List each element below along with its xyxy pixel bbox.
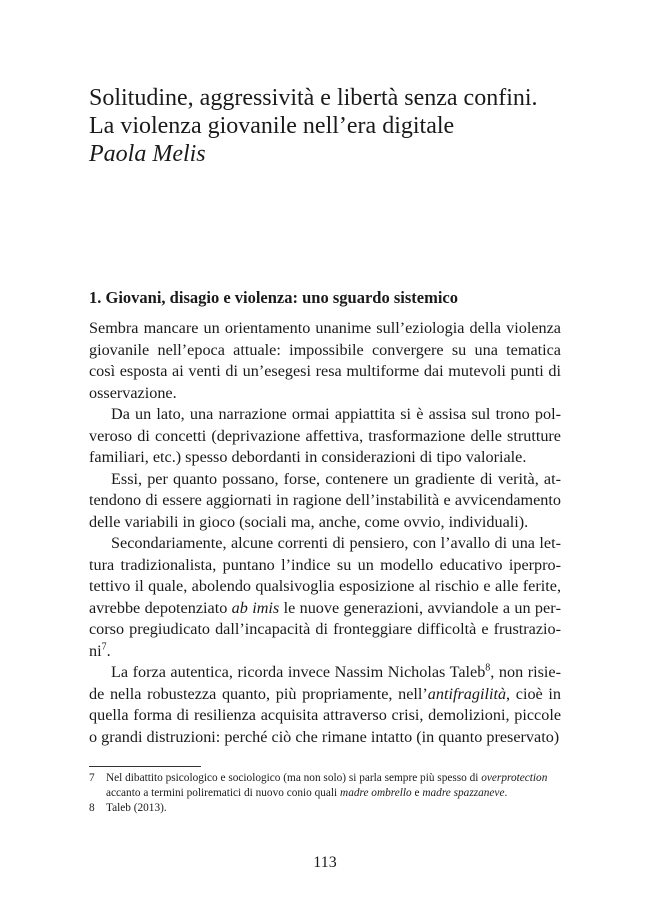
footnote-7-term-3: madre spazzaneve bbox=[422, 787, 505, 799]
chapter-title-block bbox=[89, 84, 569, 168]
footnote-7 bbox=[89, 771, 567, 801]
section-heading: 1. Giovani, disagio e violenza: uno sguardo sistemico bbox=[89, 288, 458, 307]
paragraph-4-text-a: Secondariamente, alcune correnti di pensiero, con l’avallo di una lettura tradizionalista, puntano l’indice su un modello educativo iperprotettivo il quale, abolendo qualsivoglia esposizione al rischio e alle ferite, avrebbe depotenziato bbox=[89, 534, 561, 617]
footnote-7-text-a: Nel dibattito psicologico e sociologico (ma non solo) si parla sempre più spesso di bbox=[106, 772, 482, 784]
paragraph-4 bbox=[89, 533, 561, 662]
paragraph-3-text: Essi, per quanto possano, forse, contenere un gradiente di verità, attendono di essere aggiornati in ragione dell’instabilità e avvicendamento delle variabili in gioco (sociali ma, anche, come ovvio, individuali). bbox=[89, 469, 561, 531]
paragraph-2-text: Da un lato, una narrazione ormai appiattita si è assisa sul trono polveroso di concetti (deprivazione affettiva, trasformazione delle strutture familiari, etc.) spesso debordanti in considerazioni di tipo valoriale. bbox=[89, 405, 561, 466]
paragraph-4-text-b: le nuove generazioni, avviandole a un percorso pregiudicato dall’incapacità di fronteggiare difficoltà e frustrazioni bbox=[89, 598, 561, 660]
footnote-divider bbox=[89, 766, 201, 767]
footnote-7-text-b: accanto a termini polirematici di nuovo conio quali bbox=[106, 787, 341, 799]
footnote-7-text-c: e bbox=[411, 787, 423, 799]
footnotes bbox=[89, 771, 567, 816]
footnote-8-number: 8 bbox=[89, 802, 95, 814]
paragraph-3 bbox=[89, 469, 561, 534]
paragraph-5-text-c: , cioè in quella forma di resilienza acquisita attraverso crisi, demolizioni, piccole o grandi distruzioni: perché ciò che rimane intatto (in quanto preservato) bbox=[89, 684, 561, 746]
chapter-title-line-2: La violenza giovanile nell’era digitale bbox=[89, 113, 455, 139]
paragraph-5-emphasis: antifragilità bbox=[427, 684, 507, 703]
footnote-ref-7[interactable]: 7 bbox=[101, 641, 107, 653]
footnote-ref-8[interactable]: 8 bbox=[485, 662, 491, 674]
footnote-7-term-1: overprotection bbox=[481, 772, 548, 784]
paragraph-5-text-a: La forza autentica, ricorda invece Nassim Nicholas Taleb bbox=[111, 663, 486, 681]
paragraph-5-text-b: , non risiede nella robustezza quanto, più propriamente, nell’ bbox=[89, 663, 561, 703]
footnote-7-text-d: . bbox=[504, 787, 508, 799]
footnote-7-body bbox=[106, 771, 567, 801]
body-text bbox=[89, 318, 561, 748]
paragraph-4-emphasis: ab imis bbox=[231, 598, 280, 617]
paragraph-2 bbox=[89, 404, 561, 469]
page-number: 113 bbox=[313, 854, 337, 871]
chapter-author: Paola Melis bbox=[89, 141, 206, 167]
paragraph-5 bbox=[89, 662, 561, 748]
footnote-7-number: 7 bbox=[89, 772, 95, 784]
paragraph-1 bbox=[89, 318, 561, 404]
chapter-title-line-1: Solitudine, aggressività e libertà senza confini. bbox=[89, 85, 538, 111]
footnote-8 bbox=[89, 801, 567, 816]
paragraph-4-text-c: . bbox=[106, 641, 111, 660]
footnote-7-term-2: madre ombrello bbox=[340, 787, 412, 799]
paragraph-1-text: Sembra mancare un orientamento unanime sull’eziologia della violenza giovanile nell’epoca attuale: impossibile convergere su una tematica così esposta ai venti di un’esegesi resa multiforme dai mutevoli punti di osservazione. bbox=[89, 319, 561, 402]
footnote-8-body: Taleb (2013). bbox=[106, 802, 167, 814]
